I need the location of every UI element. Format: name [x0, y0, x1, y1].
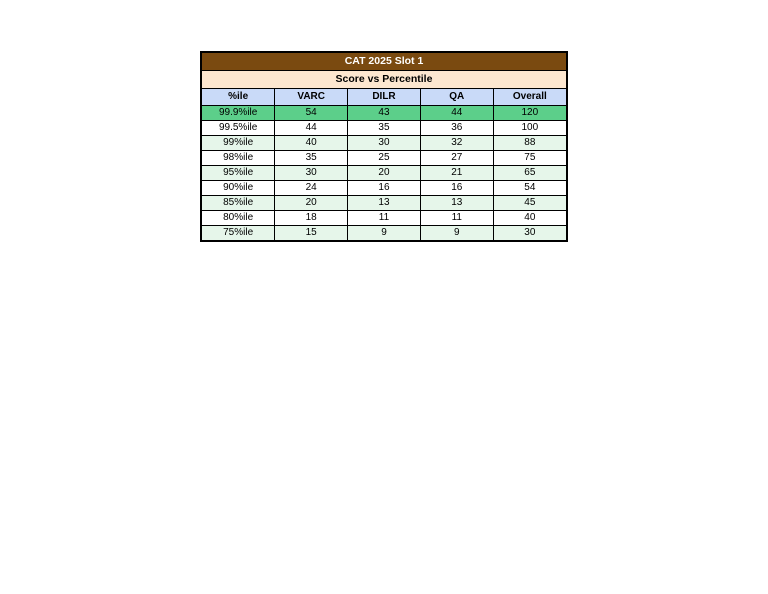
table-row: [202, 181, 566, 196]
cell-varc: 40: [275, 136, 348, 151]
cell-overall: 54: [493, 181, 566, 196]
cell-overall: 88: [493, 136, 566, 151]
table-title: CAT 2025 Slot 1: [202, 53, 566, 71]
table-row: [202, 106, 566, 121]
cell-overall: 45: [493, 196, 566, 211]
header-varc: VARC: [275, 89, 348, 106]
cell-qa: 16: [420, 181, 493, 196]
cell-percentile: 99%ile: [202, 136, 275, 151]
table-body: [202, 106, 566, 241]
table-subtitle: Score vs Percentile: [202, 71, 566, 89]
header-dilr: DILR: [348, 89, 421, 106]
cell-overall: 40: [493, 211, 566, 226]
cell-dilr: 30: [348, 136, 421, 151]
cell-dilr: 43: [348, 106, 421, 121]
cell-percentile: 95%ile: [202, 166, 275, 181]
cell-percentile: 98%ile: [202, 151, 275, 166]
cell-percentile: 99.9%ile: [202, 106, 275, 121]
table-row: [202, 196, 566, 211]
cell-percentile: 90%ile: [202, 181, 275, 196]
cell-qa: 13: [420, 196, 493, 211]
percentile-table: [200, 51, 568, 242]
cell-overall: 120: [493, 106, 566, 121]
header-overall: Overall: [493, 89, 566, 106]
cell-dilr: 13: [348, 196, 421, 211]
cell-overall: 100: [493, 121, 566, 136]
table-row: [202, 211, 566, 226]
table-row: [202, 226, 566, 241]
header-percentile: %ile: [202, 89, 275, 106]
cell-varc: 15: [275, 226, 348, 241]
cell-varc: 24: [275, 181, 348, 196]
cell-overall: 65: [493, 166, 566, 181]
cell-varc: 54: [275, 106, 348, 121]
header-row: [202, 89, 566, 106]
cell-qa: 11: [420, 211, 493, 226]
cell-varc: 30: [275, 166, 348, 181]
cell-varc: 35: [275, 151, 348, 166]
cell-qa: 32: [420, 136, 493, 151]
cell-percentile: 75%ile: [202, 226, 275, 241]
cell-dilr: 25: [348, 151, 421, 166]
cell-percentile: 99.5%ile: [202, 121, 275, 136]
cell-varc: 20: [275, 196, 348, 211]
cell-percentile: 85%ile: [202, 196, 275, 211]
cell-dilr: 20: [348, 166, 421, 181]
cell-qa: 9: [420, 226, 493, 241]
table-row: [202, 151, 566, 166]
cell-qa: 27: [420, 151, 493, 166]
score-grid: [202, 89, 566, 240]
cell-qa: 44: [420, 106, 493, 121]
cell-varc: 18: [275, 211, 348, 226]
table-row: [202, 121, 566, 136]
cell-overall: 75: [493, 151, 566, 166]
cell-qa: 36: [420, 121, 493, 136]
cell-qa: 21: [420, 166, 493, 181]
cell-dilr: 16: [348, 181, 421, 196]
cell-varc: 44: [275, 121, 348, 136]
cell-percentile: 80%ile: [202, 211, 275, 226]
cell-dilr: 11: [348, 211, 421, 226]
cell-overall: 30: [493, 226, 566, 241]
cell-dilr: 9: [348, 226, 421, 241]
header-qa: QA: [420, 89, 493, 106]
table-row: [202, 166, 566, 181]
cell-dilr: 35: [348, 121, 421, 136]
table-row: [202, 136, 566, 151]
